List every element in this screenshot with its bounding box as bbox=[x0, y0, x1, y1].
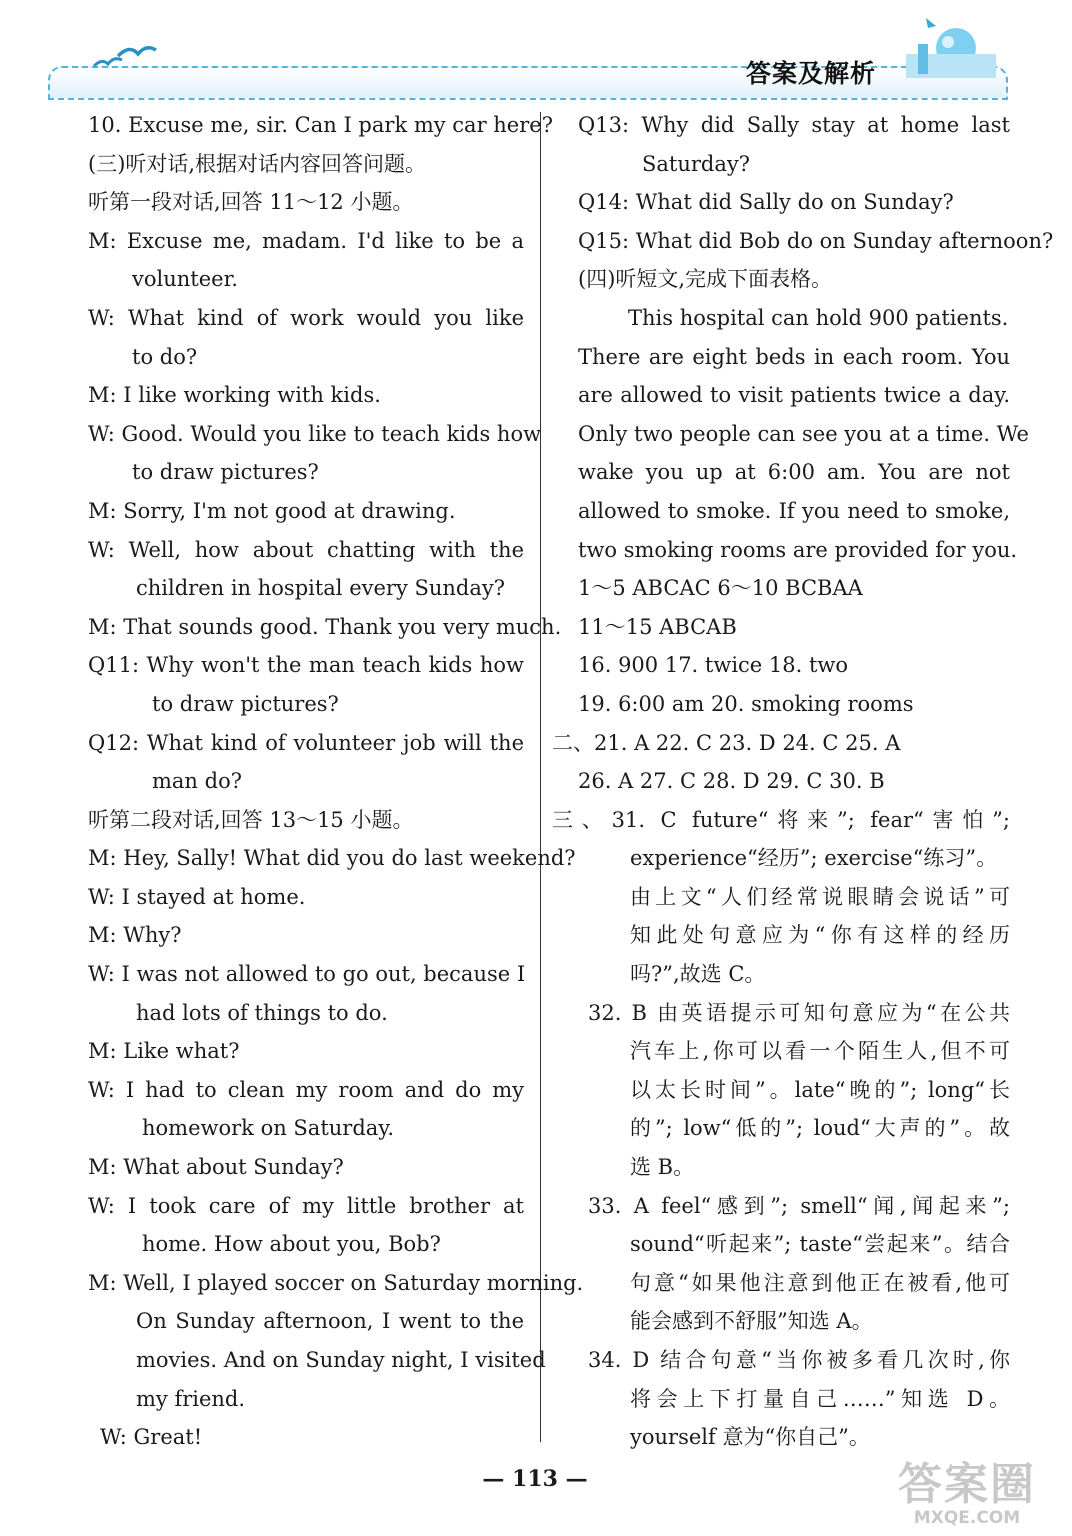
text-line: Q14: What did Sally do on Sunday? bbox=[578, 190, 954, 215]
text-line: Q12: What kind of volunteer job will the bbox=[88, 730, 524, 755]
text-line: 26. A 27. C 28. D 29. C 30. B bbox=[578, 769, 885, 794]
text-line: yourself 意为“你自己”。 bbox=[630, 1425, 870, 1450]
text-line: M: Excuse me, madam. I'd like to be a bbox=[88, 228, 524, 253]
text-line: 10. Excuse me, sir. Can I park my car here? bbox=[88, 113, 553, 137]
text-line: 汽车上,你可以看一个陌生人,但不可 bbox=[630, 1039, 1010, 1064]
text-line: 知此处句意应为“你有这样的经历 bbox=[630, 923, 1010, 948]
text-line: allowed to smoke. If you need to smoke, bbox=[578, 498, 1010, 523]
text-line: 11～15 ABCAB bbox=[578, 614, 737, 639]
text-line: M: Like what? bbox=[88, 1039, 240, 1064]
text-line: W: I stayed at home. bbox=[88, 884, 306, 909]
text-line: Q11: Why won't the man teach kids how bbox=[88, 653, 524, 678]
text-line: Saturday? bbox=[642, 151, 750, 176]
birds-icon bbox=[92, 40, 172, 80]
text-line: Q15: What did Bob do on Sunday afternoon? bbox=[578, 228, 1054, 253]
text-line: are allowed to visit patients twice a day. bbox=[578, 383, 1010, 408]
text-line: had lots of things to do. bbox=[136, 1000, 388, 1025]
page-header bbox=[0, 0, 1072, 100]
text-line: M: What about Sunday? bbox=[88, 1155, 344, 1180]
text-line: 1～5 ABCAC 6～10 BCBAA bbox=[578, 576, 863, 601]
text-line: experience“经历”; exercise“练习”。 bbox=[630, 846, 998, 871]
text-line: On Sunday afternoon, I went to the bbox=[136, 1309, 524, 1334]
text-line: 16. 900 17. twice 18. two bbox=[578, 653, 849, 678]
text-line: wake you up at 6:00 am. You are not bbox=[578, 460, 1010, 485]
text-line: homework on Saturday. bbox=[142, 1116, 395, 1141]
text-line: 听第二段对话,回答 13～15 小题。 bbox=[88, 807, 414, 832]
watermark-logo bbox=[892, 1459, 1042, 1528]
watermark-bottom: MXQE.COM bbox=[913, 1508, 1021, 1528]
text-line: There are eight beds in each room. You bbox=[578, 344, 1010, 369]
watermark-top: 答案圈 bbox=[898, 1459, 1036, 1510]
text-line: (四)听短文,完成下面表格。 bbox=[578, 267, 833, 292]
text-line: W: Good. Would you like to teach kids how bbox=[88, 421, 542, 446]
text-line: W: Great! bbox=[100, 1425, 203, 1450]
text-line: 32. B 由英语提示可知句意应为“在公共 bbox=[588, 1000, 1010, 1025]
text-line: 选 B。 bbox=[630, 1155, 695, 1180]
text-line: 听第一段对话,回答 11～12 小题。 bbox=[88, 190, 414, 215]
text-line: 34. D 结合句意“当你被多看几次时,你 bbox=[588, 1348, 1010, 1372]
text-line: 19. 6:00 am 20. smoking rooms bbox=[578, 691, 914, 716]
text-line: Q13: Why did Sally stay at home last bbox=[578, 113, 1010, 137]
text-line: to draw pictures? bbox=[152, 691, 339, 716]
text-line: 吗?”,故选 C。 bbox=[630, 962, 766, 987]
text-line: W: I was not allowed to go out, because I bbox=[88, 962, 526, 987]
text-line: 的”; low“低的”; loud“大声的”。故 bbox=[630, 1116, 1010, 1141]
text-line: 三、31. C future“将来”; fear“害怕”; bbox=[552, 807, 1010, 832]
text-line: This hospital can hold 900 patients. bbox=[628, 305, 1009, 330]
text-line: W: I had to clean my room and do my bbox=[88, 1077, 524, 1102]
text-line: volunteer. bbox=[132, 267, 238, 292]
text-line: my friend. bbox=[136, 1386, 246, 1411]
text-line: 二、21. A 22. C 23. D 24. C 25. A bbox=[552, 730, 901, 755]
text-line: M: Sorry, I'm not good at drawing. bbox=[88, 498, 456, 523]
text-line: to draw pictures? bbox=[132, 460, 319, 485]
text-line: (三)听对话,根据对话内容回答问题。 bbox=[88, 151, 427, 176]
text-line: W: I took care of my little brother at bbox=[88, 1193, 524, 1218]
text-line: M: Why? bbox=[88, 923, 182, 948]
text-line: children in hospital every Sunday? bbox=[136, 576, 506, 601]
text-line: Only two people can see you at a time. We bbox=[578, 421, 1029, 446]
right-column bbox=[552, 106, 1054, 1457]
text-line: sound“听起来”; taste“尝起来”。结合 bbox=[630, 1232, 1010, 1257]
text-line: M: Hey, Sally! What did you do last weekend? bbox=[88, 846, 576, 871]
header-title: 答案及解析 bbox=[745, 59, 876, 88]
text-line: 将会上下打量自己……”知选 D。 bbox=[630, 1386, 1010, 1411]
text-line: 由上文“人们经常说眼睛会说话”可 bbox=[630, 884, 1010, 909]
text-line: home. How about you, Bob? bbox=[142, 1232, 441, 1257]
decoration-icon bbox=[896, 14, 1006, 80]
text-line: M: I like working with kids. bbox=[88, 383, 381, 408]
text-line: W: What kind of work would you like bbox=[88, 305, 524, 330]
column-divider bbox=[540, 112, 541, 1442]
text-line: 以太长时间”。late“晚的”; long“长 bbox=[630, 1077, 1010, 1102]
text-line: movies. And on Sunday night, I visited bbox=[136, 1348, 546, 1372]
text-line: 33. A feel“感到”; smell“闻,闻起来”; bbox=[588, 1193, 1010, 1218]
text-line: to do? bbox=[132, 344, 198, 369]
text-line: M: Well, I played soccer on Saturday morning. bbox=[88, 1270, 584, 1295]
left-column bbox=[88, 106, 584, 1457]
text-line: two smoking rooms are provided for you. bbox=[578, 537, 1018, 562]
text-line: man do? bbox=[152, 769, 242, 794]
text-line: 句意“如果他注意到他正在被看,他可 bbox=[630, 1270, 1010, 1295]
text-line: W: Well, how about chatting with the bbox=[88, 537, 524, 562]
text-line: 能会感到不舒服”知选 A。 bbox=[630, 1309, 873, 1334]
text-line: M: That sounds good. Thank you very much. bbox=[88, 614, 562, 639]
page-number: — 113 — bbox=[482, 1466, 588, 1492]
